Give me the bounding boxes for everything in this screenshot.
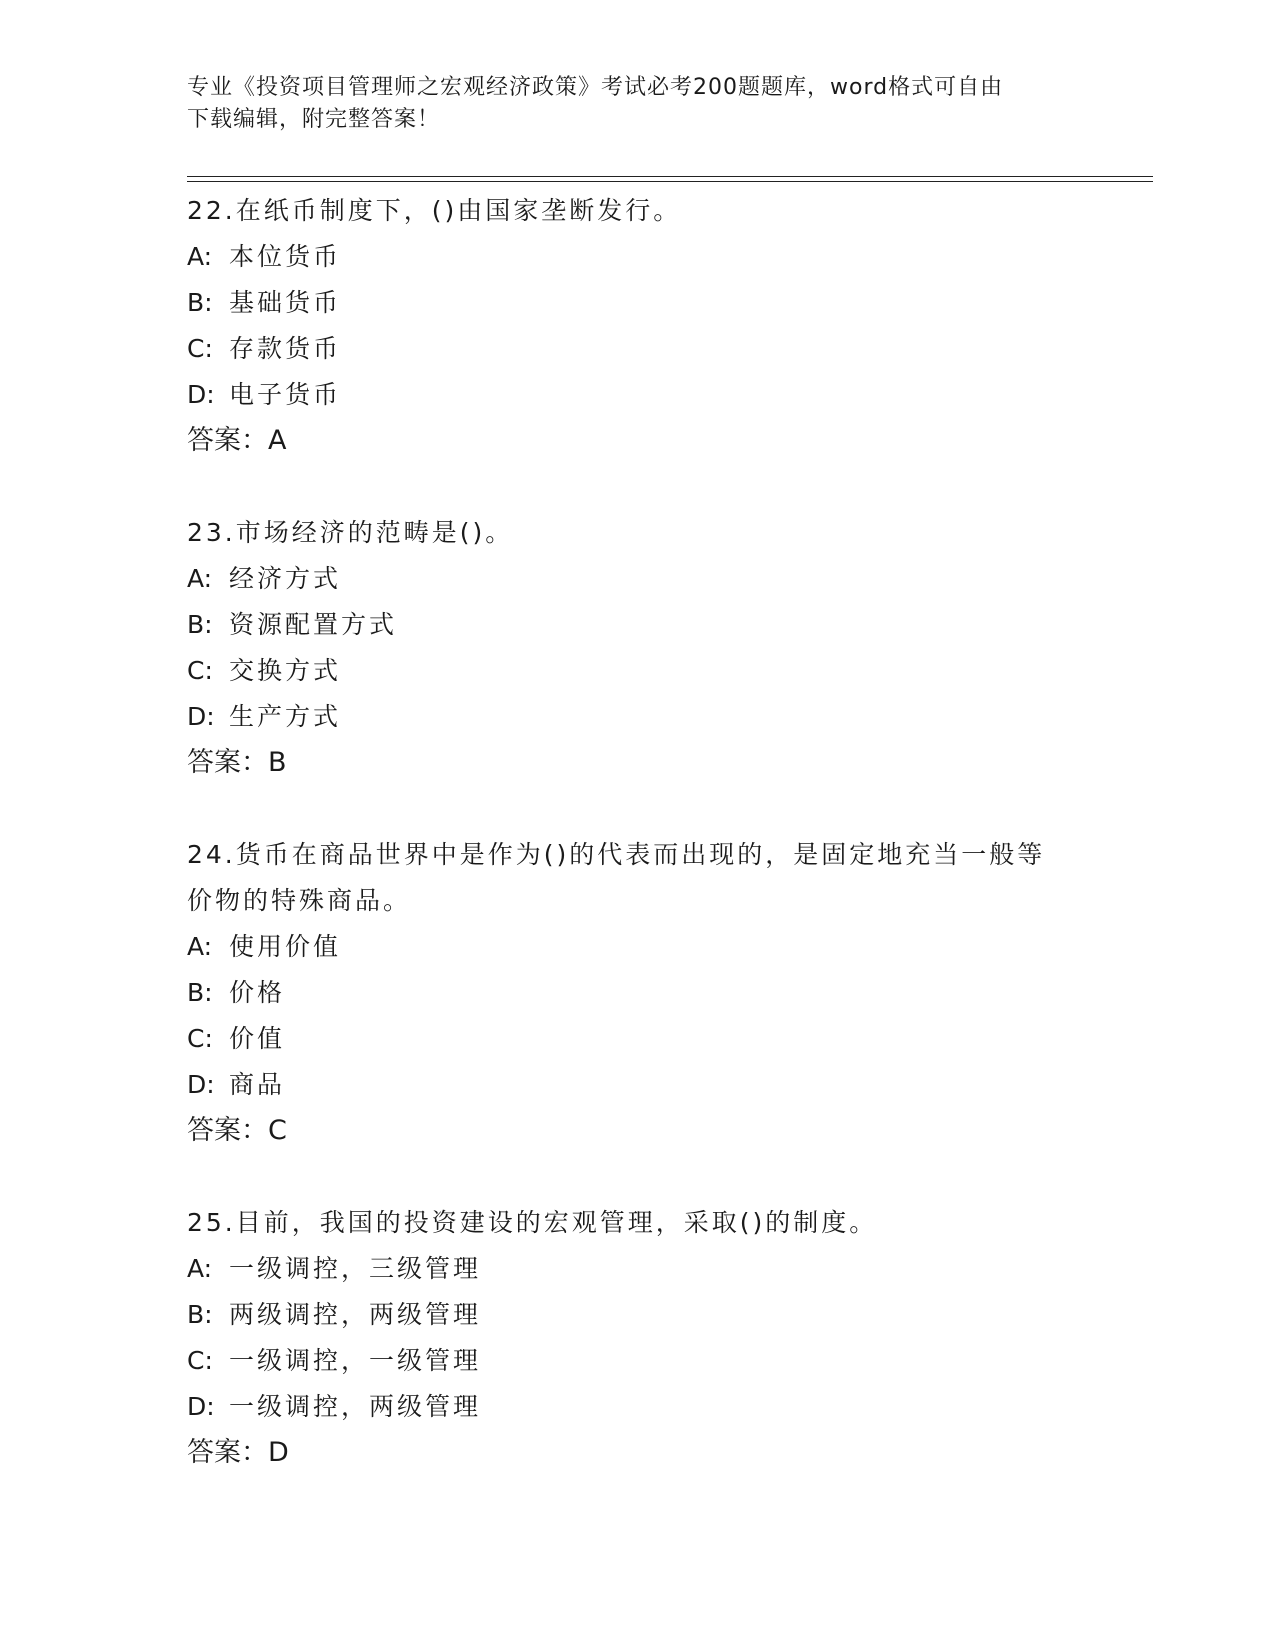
option-c	[187, 1338, 1087, 1384]
option-letter: B:	[187, 610, 213, 639]
option-letter: D:	[187, 702, 215, 731]
option-text: 经济方式	[229, 564, 342, 593]
option-text: 一级调控，三级管理	[229, 1254, 482, 1283]
option-d	[187, 694, 1087, 740]
option-letter: C:	[187, 1024, 213, 1053]
header-divider-bottom	[187, 181, 1153, 182]
option-text: 存款货币	[229, 334, 342, 363]
option-text: 生产方式	[229, 702, 342, 731]
question-stem	[187, 1200, 1087, 1246]
stem-line: 23.市场经济的范畴是()。	[187, 518, 514, 547]
option-c	[187, 326, 1087, 372]
option-text: 商品	[229, 1070, 286, 1099]
question-25	[187, 1200, 1087, 1476]
option-letter: D:	[187, 1070, 215, 1099]
option-a	[187, 924, 1087, 970]
option-b	[187, 602, 1087, 648]
option-c	[187, 648, 1087, 694]
question-stem	[187, 832, 1087, 924]
header-line-1: 专业《投资项目管理师之宏观经济政策》考试必考200题题库，word格式可自由	[187, 75, 1004, 100]
option-b	[187, 970, 1087, 1016]
option-letter: B:	[187, 978, 213, 1007]
question-23	[187, 510, 1087, 786]
option-letter: B:	[187, 288, 213, 317]
option-text: 一级调控，一级管理	[229, 1346, 482, 1375]
option-text: 价格	[229, 978, 286, 1007]
question-stem	[187, 510, 1087, 556]
answer-line: 答案：A	[187, 425, 287, 456]
option-text: 本位货币	[229, 242, 342, 271]
option-letter: A:	[187, 242, 213, 271]
option-letter: C:	[187, 656, 213, 685]
option-a	[187, 234, 1087, 280]
option-text: 一级调控，两级管理	[229, 1392, 482, 1421]
question-22	[187, 188, 1087, 464]
question-24	[187, 832, 1087, 1154]
option-letter: B:	[187, 1300, 213, 1329]
option-letter: A:	[187, 1254, 213, 1283]
answer-line: 答案：B	[187, 747, 287, 778]
option-letter: D:	[187, 380, 215, 409]
option-b	[187, 1292, 1087, 1338]
option-letter: C:	[187, 1346, 213, 1375]
option-text: 基础货币	[229, 288, 342, 317]
question-stem	[187, 188, 1087, 234]
stem-line: 价物的特殊商品。	[187, 886, 412, 915]
option-text: 电子货币	[229, 380, 342, 409]
option-letter: A:	[187, 932, 213, 961]
header-line-2: 下载编辑，附完整答案！	[187, 107, 441, 132]
option-d	[187, 1062, 1087, 1108]
option-d	[187, 372, 1087, 418]
option-text: 交换方式	[229, 656, 342, 685]
stem-line: 25.目前，我国的投资建设的宏观管理，采取()的制度。	[187, 1208, 878, 1237]
option-text: 价值	[229, 1024, 286, 1053]
stem-line: 24.货币在商品世界中是作为()的代表而出现的，是固定地充当一般等	[187, 840, 1046, 869]
option-letter: C:	[187, 334, 213, 363]
answer-line: 答案：D	[187, 1437, 289, 1468]
option-a	[187, 556, 1087, 602]
option-a	[187, 1246, 1087, 1292]
answer-line: 答案：C	[187, 1115, 287, 1146]
option-text: 资源配置方式	[229, 610, 398, 639]
option-text: 使用价值	[229, 932, 342, 961]
document-header	[187, 72, 1067, 136]
option-b	[187, 280, 1087, 326]
header-divider-top	[187, 176, 1153, 177]
question-list	[187, 188, 1087, 1522]
option-letter: D:	[187, 1392, 215, 1421]
option-letter: A:	[187, 564, 213, 593]
stem-line: 22.在纸币制度下，()由国家垄断发行。	[187, 196, 682, 225]
option-d	[187, 1384, 1087, 1430]
option-c	[187, 1016, 1087, 1062]
option-text: 两级调控，两级管理	[229, 1300, 482, 1329]
